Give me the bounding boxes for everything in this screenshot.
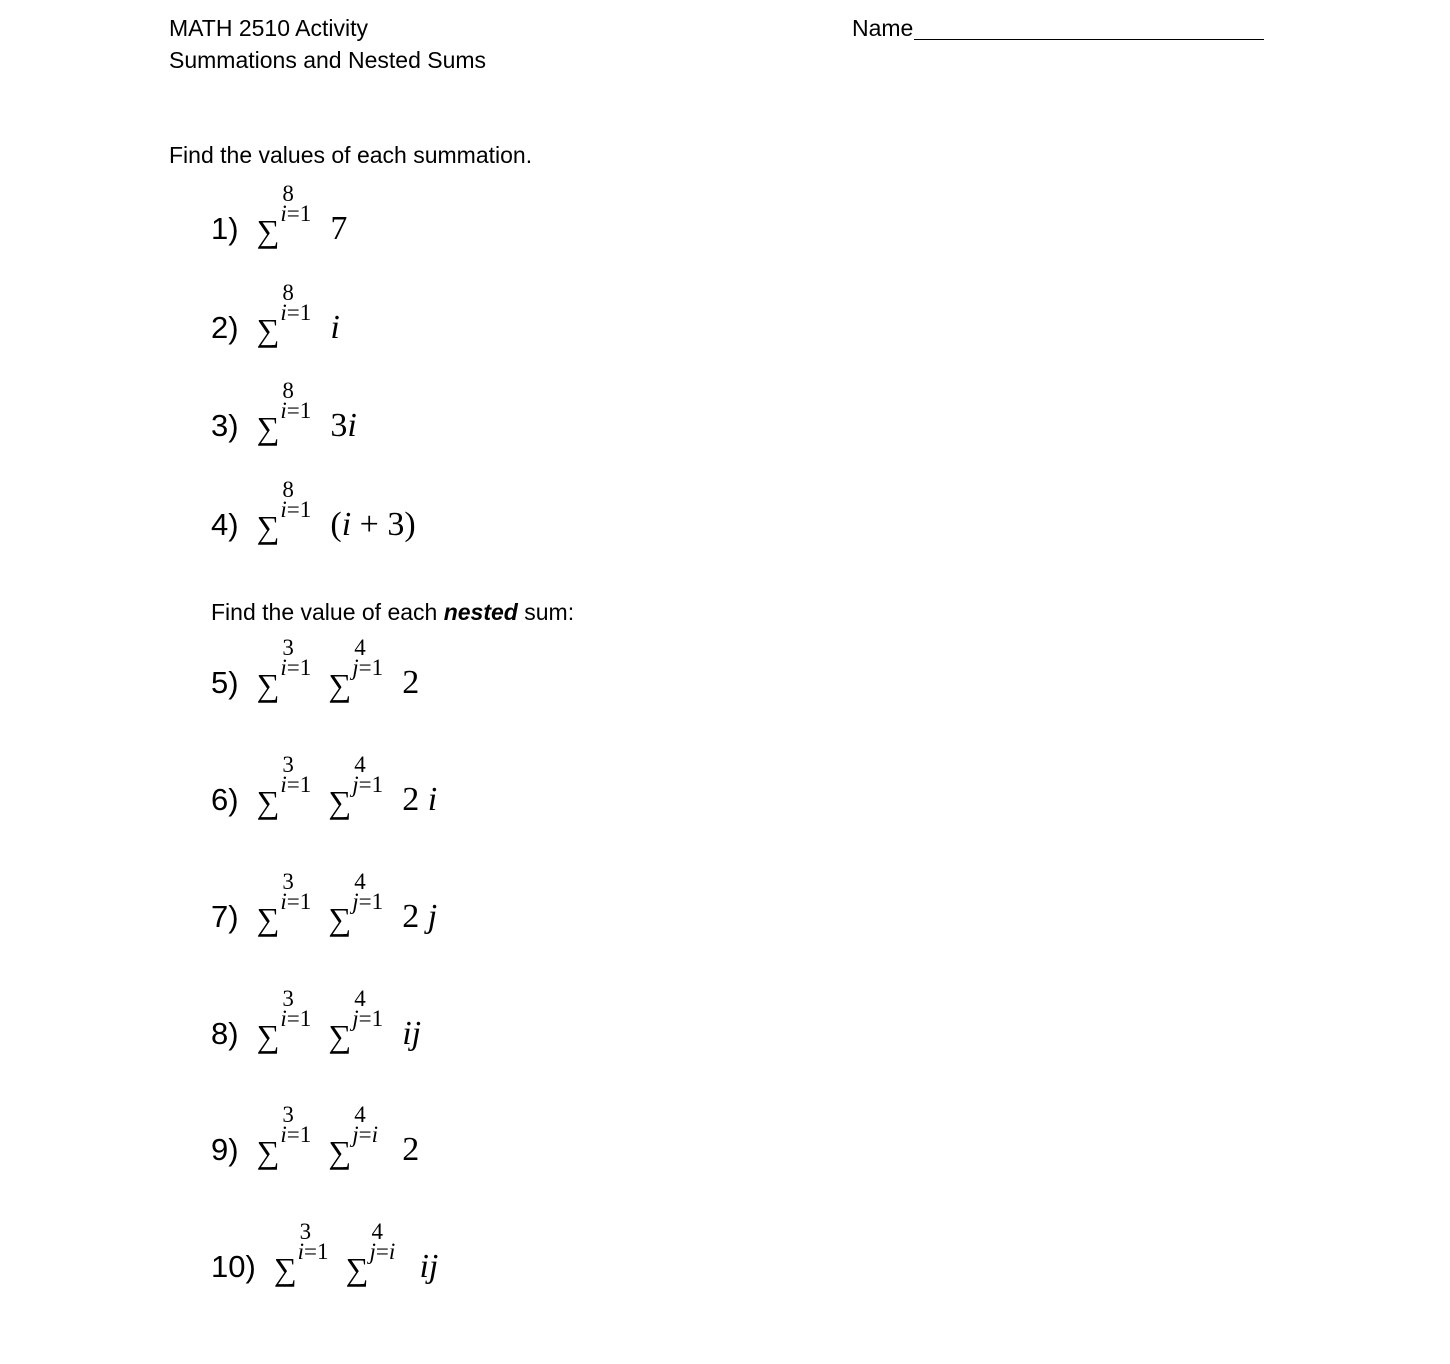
upper-limit: 3 — [282, 635, 294, 660]
summand-variable: i — [427, 781, 438, 818]
summand-variable: i — [419, 1248, 429, 1285]
sigma-sum — [256, 378, 325, 446]
lower-bound: 1 — [371, 1006, 384, 1031]
summand-variable: j — [428, 1248, 439, 1285]
summand-term: 3i — [330, 407, 357, 444]
sigma-sum — [328, 986, 396, 1054]
summation-expression — [256, 280, 340, 348]
sigma-sum — [256, 1102, 325, 1170]
summand-term — [330, 309, 339, 347]
sum-limits — [280, 1102, 324, 1160]
summand-variable: i — [402, 1015, 412, 1052]
summand-term: 2 — [402, 664, 420, 701]
sigma-symbol: ∑ — [345, 1251, 369, 1287]
lower-limit: i=1 — [280, 300, 312, 325]
index-variable: j — [352, 1006, 359, 1031]
summation-expression — [256, 1102, 420, 1170]
sigma-symbol: ∑ — [328, 1018, 352, 1054]
sum-limits — [297, 1219, 342, 1277]
lower-bound: 1 — [299, 1122, 312, 1147]
section2-instruction-emphasis: nested — [443, 599, 518, 625]
problem-number: 9) — [211, 1132, 239, 1167]
sigma-symbol: ∑ — [256, 901, 280, 937]
sum-limits — [280, 477, 324, 535]
course-title: MATH 2510 Activity — [169, 15, 368, 41]
sum-limits — [280, 986, 324, 1044]
sum-limits — [280, 378, 324, 436]
sum-limits — [352, 1102, 396, 1160]
summand-variable: i — [341, 506, 352, 543]
section1-instruction: Find the values of each summation. — [169, 142, 533, 168]
lower-limit: j=1 — [352, 889, 384, 914]
lower-limit: j=1 — [352, 655, 384, 680]
lower-bound: 1 — [299, 889, 312, 914]
index-variable: j — [352, 889, 359, 914]
sigma-sum — [328, 635, 396, 703]
problem-number: 5) — [211, 665, 239, 700]
summation-expression — [256, 752, 438, 820]
lower-limit: i=1 — [280, 1006, 312, 1031]
index-variable: i — [280, 201, 287, 226]
summand-term: 2 j — [402, 898, 438, 935]
problem-number: 1) — [211, 211, 239, 246]
upper-limit: 4 — [354, 635, 366, 660]
upper-limit: 3 — [282, 752, 294, 777]
sigma-sum — [256, 869, 325, 937]
upper-limit: 4 — [354, 869, 366, 894]
upper-limit: 3 — [282, 1102, 294, 1127]
summand-term — [402, 1015, 421, 1053]
lower-bound: 1 — [299, 398, 312, 423]
sigma-symbol: ∑ — [328, 784, 352, 820]
summation-expression — [256, 869, 438, 937]
summation-expression — [273, 1219, 439, 1287]
lower-limit: i=1 — [280, 1122, 312, 1147]
sigma-symbol: ∑ — [256, 312, 280, 348]
problem-item — [211, 635, 420, 703]
upper-limit: 4 — [354, 752, 366, 777]
sigma-sum — [328, 752, 396, 820]
sigma-sum — [256, 635, 325, 703]
sum-limits — [369, 1219, 413, 1277]
summand-variable: i — [347, 407, 357, 444]
problem-item — [211, 1219, 439, 1287]
index-variable: i — [280, 655, 287, 680]
sigma-symbol: ∑ — [256, 1018, 280, 1054]
problem-number: 8) — [211, 1016, 239, 1051]
summand-variable: i — [330, 309, 340, 346]
lower-bound: i — [388, 1239, 396, 1264]
sum-limits — [352, 635, 396, 693]
sigma-sum — [328, 1102, 396, 1170]
upper-limit: 8 — [282, 181, 294, 206]
problem-item — [211, 752, 438, 820]
summand-term: (i + 3) — [330, 506, 416, 543]
upper-limit: 4 — [354, 1102, 366, 1127]
sum-limits — [352, 752, 396, 810]
lower-limit: i=1 — [280, 497, 312, 522]
summation-expression — [256, 378, 357, 446]
lower-bound: 1 — [371, 655, 384, 680]
sigma-symbol: ∑ — [328, 667, 352, 703]
sigma-symbol: ∑ — [256, 1134, 280, 1170]
summation-expression — [256, 635, 420, 703]
lower-bound: 1 — [371, 772, 384, 797]
sigma-symbol: ∑ — [328, 1134, 352, 1170]
sigma-sum — [256, 181, 325, 249]
sum-limits — [280, 635, 324, 693]
summation-expression — [256, 986, 422, 1054]
sum-limits — [280, 280, 324, 338]
index-variable: i — [280, 772, 287, 797]
sigma-symbol: ∑ — [256, 410, 280, 446]
lower-bound: 1 — [299, 300, 312, 325]
sigma-sum — [328, 869, 396, 937]
index-variable: i — [280, 300, 287, 325]
sum-limits — [280, 181, 324, 239]
summand-term: 2 — [402, 1131, 420, 1168]
sigma-symbol: ∑ — [256, 784, 280, 820]
name-label: Name — [852, 15, 914, 41]
index-variable: j — [352, 772, 359, 797]
index-variable: j — [352, 655, 359, 680]
problem-item — [211, 378, 357, 446]
sum-limits — [352, 869, 396, 927]
sigma-sum — [345, 1219, 414, 1287]
sum-limits — [280, 869, 324, 927]
problem-item — [211, 1102, 420, 1170]
sigma-sum — [256, 477, 325, 545]
lower-bound: 1 — [317, 1239, 329, 1264]
index-variable: i — [280, 1122, 287, 1147]
upper-limit: 3 — [299, 1219, 312, 1244]
problem-item — [211, 869, 438, 937]
sum-limits — [280, 752, 324, 810]
upper-limit: 4 — [371, 1219, 383, 1244]
index-variable: i — [280, 497, 287, 522]
sigma-sum — [273, 1219, 342, 1287]
lower-bound: 1 — [299, 1006, 312, 1031]
section2-instruction-after: sum: — [517, 599, 575, 625]
worksheet-subtitle: Summations and Nested Sums — [169, 47, 487, 73]
name-field[interactable] — [852, 17, 1264, 40]
summation-expression — [256, 477, 416, 545]
lower-limit: j=i — [369, 1239, 396, 1264]
index-variable: i — [297, 1239, 305, 1264]
sigma-symbol: ∑ — [328, 901, 352, 937]
upper-limit: 8 — [282, 477, 294, 502]
index-variable: j — [352, 1122, 359, 1147]
sigma-symbol: ∑ — [273, 1251, 297, 1287]
problem-item — [211, 477, 416, 545]
lower-limit: i=1 — [297, 1239, 329, 1264]
sigma-sum — [256, 986, 325, 1054]
summation-expression — [256, 181, 348, 249]
lower-limit: j=1 — [352, 1006, 384, 1031]
sigma-sum — [256, 280, 325, 348]
lower-bound: 1 — [299, 772, 312, 797]
index-variable: i — [280, 889, 287, 914]
lower-limit: j=i — [352, 1122, 378, 1147]
index-variable: i — [280, 398, 287, 423]
index-variable: i — [280, 1006, 287, 1031]
sigma-symbol: ∑ — [256, 667, 280, 703]
lower-limit: i=1 — [280, 398, 312, 423]
sigma-sum — [256, 752, 325, 820]
lower-bound: 1 — [371, 889, 384, 914]
lower-limit: i=1 — [280, 889, 312, 914]
sigma-symbol: ∑ — [256, 509, 280, 545]
lower-limit: i=1 — [280, 772, 312, 797]
lower-bound: 1 — [299, 201, 312, 226]
upper-limit: 3 — [282, 869, 294, 894]
upper-limit: 8 — [282, 280, 294, 305]
lower-bound: 1 — [299, 655, 312, 680]
lower-limit: i=1 — [280, 201, 312, 226]
index-variable: j — [369, 1239, 376, 1264]
section2-instruction-before: Find the value of each — [211, 599, 444, 625]
sigma-symbol: ∑ — [256, 213, 280, 249]
summand-term: 7 — [330, 210, 348, 247]
name-blank-line[interactable] — [914, 19, 1264, 40]
summand-term: 2 i — [402, 781, 438, 818]
lower-bound: 1 — [299, 497, 312, 522]
lower-limit: i=1 — [280, 655, 312, 680]
upper-limit: 8 — [282, 378, 294, 403]
summand-variable: j — [411, 1015, 422, 1052]
problem-item — [211, 280, 340, 348]
sum-limits — [352, 986, 396, 1044]
lower-limit: j=1 — [352, 772, 384, 797]
upper-limit: 4 — [354, 986, 366, 1011]
problem-number: 10) — [211, 1249, 256, 1284]
problem-item — [211, 986, 422, 1054]
upper-limit: 3 — [282, 986, 294, 1011]
lower-bound: i — [371, 1122, 378, 1147]
summand-term — [419, 1248, 438, 1286]
problem-number: 7) — [211, 899, 239, 934]
problem-number: 2) — [211, 310, 239, 345]
summand-variable: j — [427, 898, 438, 935]
problem-number: 3) — [211, 408, 239, 443]
problem-number: 6) — [211, 782, 239, 817]
problem-item — [211, 181, 348, 249]
problem-number: 4) — [211, 507, 239, 542]
section2-instruction — [211, 601, 574, 624]
